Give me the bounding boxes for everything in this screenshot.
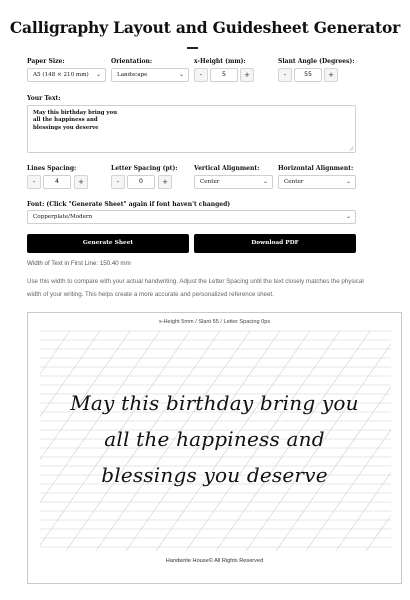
paper-size-select[interactable]: [27, 68, 106, 82]
chevron-down-icon: ⌄: [345, 178, 351, 185]
chevron-down-icon: ⌄: [345, 213, 351, 220]
x-height-label: x-Height (mm):: [194, 58, 246, 65]
paper-size-label: Paper Size:: [27, 58, 65, 65]
letter-spacing-increment-button[interactable]: +: [158, 175, 172, 189]
guidesheet-preview: [27, 312, 402, 584]
horizontal-alignment-value: Center: [284, 179, 304, 185]
font-label: Font: (Click "Generate Sheet" again if font haven't changed): [27, 201, 231, 208]
resize-grip-icon[interactable]: [349, 146, 354, 151]
slant-angle-input[interactable]: 55: [294, 68, 322, 82]
orientation-value: Landscape: [117, 72, 148, 78]
letter-spacing-decrement-button[interactable]: -: [111, 175, 125, 189]
chevron-down-icon: ⌄: [262, 178, 268, 185]
text-line: May this birthday bring you: [33, 110, 118, 116]
page-title: Calligraphy Layout and Guidesheet Generator: [9, 18, 401, 37]
slant-angle-increment-button[interactable]: +: [324, 68, 338, 82]
orientation-select[interactable]: [111, 68, 189, 82]
text-width-readout: Width of Text in First Line: 150.40 mm: [27, 260, 131, 267]
letter-spacing-label: Letter Spacing (pt):: [111, 165, 178, 172]
x-height-input[interactable]: 5: [210, 68, 238, 82]
lines-spacing-decrement-button[interactable]: -: [27, 175, 41, 189]
width-hint-text: Use this width to compare with your actual handwriting. Adjust the Letter Spacing until the text closely matches the physical width of your writing. This helps create a more accurate and personalized reference sheet.: [27, 278, 364, 298]
sheet-header: x-Height 5mm / Slant 55 / Letter Spacing 0px: [158, 319, 271, 325]
chevron-down-icon: ⌄: [95, 71, 101, 78]
horizontal-alignment-select[interactable]: [278, 175, 356, 189]
your-text-label: Your Text:: [27, 95, 61, 102]
text-line: all the happiness and: [33, 117, 98, 124]
title-underline: [187, 47, 198, 49]
sheet-footer: Handwrite House© All Rights Reserved: [165, 558, 264, 564]
vertical-alignment-label: Vertical Alignment:: [194, 165, 260, 172]
lines-spacing-input[interactable]: 4: [43, 175, 71, 189]
script-line: blessings you deserve: [101, 463, 328, 487]
chevron-down-icon: ⌄: [178, 71, 184, 78]
x-height-decrement-button[interactable]: -: [194, 68, 208, 82]
generate-sheet-button[interactable]: Generate Sheet: [27, 234, 189, 253]
slant-angle-decrement-button[interactable]: -: [278, 68, 292, 82]
vertical-alignment-value: Center: [200, 179, 220, 185]
letter-spacing-input[interactable]: 0: [127, 175, 155, 189]
paper-size-value: A5 (148 × 210 mm): [33, 72, 89, 78]
your-text-input[interactable]: [27, 105, 356, 153]
x-height-increment-button[interactable]: +: [240, 68, 254, 82]
script-line: all the happiness and: [104, 427, 325, 451]
font-value: Copperplate/Modern: [33, 214, 93, 220]
lines-spacing-label: Lines Spacing:: [27, 165, 77, 172]
font-select[interactable]: [27, 210, 356, 224]
slant-angle-label: Slant Angle (Degrees):: [278, 58, 355, 65]
script-line: May this birthday bring you: [70, 391, 359, 415]
orientation-label: Orientation:: [111, 58, 153, 65]
vertical-alignment-select[interactable]: [194, 175, 273, 189]
horizontal-alignment-label: Horizontal Alignment:: [278, 165, 354, 172]
text-line: blessings you deserve: [33, 124, 99, 131]
download-pdf-button[interactable]: Download PDF: [194, 234, 356, 253]
lines-spacing-increment-button[interactable]: +: [74, 175, 88, 189]
